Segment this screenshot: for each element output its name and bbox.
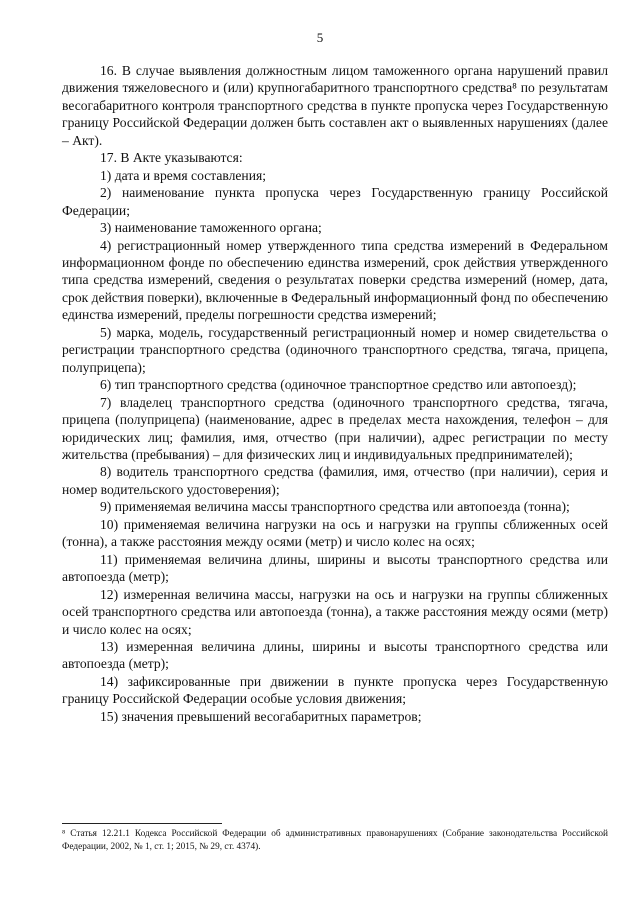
list-item-15: 15) значения превышений весогабаритных параметров; [100,708,422,724]
list-item-6: 6) тип транспортного средства (одиночное транспортное средство или автопоезд); [100,377,577,393]
list-item-11: 11) применяемая величина длины, ширины и высоты транспортного средства или автопоезда (метр); [62,551,608,585]
list-item-9: 9) применяемая величина массы транспортного средства или автопоезда (тонна); [100,499,570,515]
list-item-12: 12) измеренная величина массы, нагрузки на ось и нагрузки на группы сближенных осей транспортного средства или автопоезда (тонна), а также расстояния между осями (метр) и число колес на осях; [62,586,608,637]
paragraph-17: 17. В Акте указываются: [100,150,243,166]
list-item-7: 7) владелец транспортного средства (одиночного транспортного средства, тягача, прицепа (полуприцепа) (наименование, адрес в пределах места нахождения, телефон – для юридических лиц; фамилия, имя, отчество (при наличии), адрес регистрации по месту жительства (пребывания) – для физических лиц и индивидуальных предпринимателей); [62,394,608,462]
list-item-14: 14) зафиксированные при движении в пункте пропуска через Государственную границу Российской Федерации особые условия движения; [62,673,608,707]
list-item-4: 4) регистрационный номер утвержденного типа средства измерений в Федеральном информационном фонде по обеспечению единства измерений, срок действия утвержденного типа средства измерений, сведения о результатах поверки средства измерений (номер, дата, срок действия поверки), включенные в Федеральный информационный фонд по обеспечению единства измерений, пределы погрешности средства измерений; [62,237,608,323]
list-item-8: 8) водитель транспортного средства (фамилия, имя, отчество (при наличии), серия и номер водительского удостоверения); [62,464,608,497]
list-item-2: 2) наименование пункта пропуска через Государственную границу Российской Федерации; [62,185,608,218]
footnote: ⁸ Статья 12.21.1 Кодекса Российской Федерации об административных правонарушениях (Собрание законодательства Российской Федерации, 2002, № 1, ст. 1; 2015, № 29, ст. 4374). [62,829,608,852]
list-item-5: 5) марка, модель, государственный регистрационный номер и номер свидетельства о регистрации транспортного средства (одиночного транспортного средства, тягача, прицепа, полуприцепа); [62,324,608,375]
list-item-13: 13) измеренная величина длины, ширины и высоты транспортного средства или автопоезда (метр); [62,638,608,672]
list-item-10: 10) применяемая величина нагрузки на ось и нагрузки на группы сближенных осей (тонна), а также расстояния между осями (метр) и число колес на осях; [62,516,608,550]
footnote-divider [62,823,222,824]
list-item-3: 3) наименование таможенного органа; [100,220,322,236]
paragraph-16: 16. В случае выявления должностным лицом таможенного органа нарушений правил движения тяжеловесного и (или) крупногабаритного транспортного средства⁸ по результатам весогабаритного контроля транспортного средства в пункте пропуска через Государственную границу Российской Федерации должен быть составлен акт о выявленных нарушениях (далее – Акт). [62,63,608,148]
list-item-1: 1) дата и время составления; [100,167,267,183]
document-body [62,62,608,725]
page-number: 5 [316,30,324,45]
